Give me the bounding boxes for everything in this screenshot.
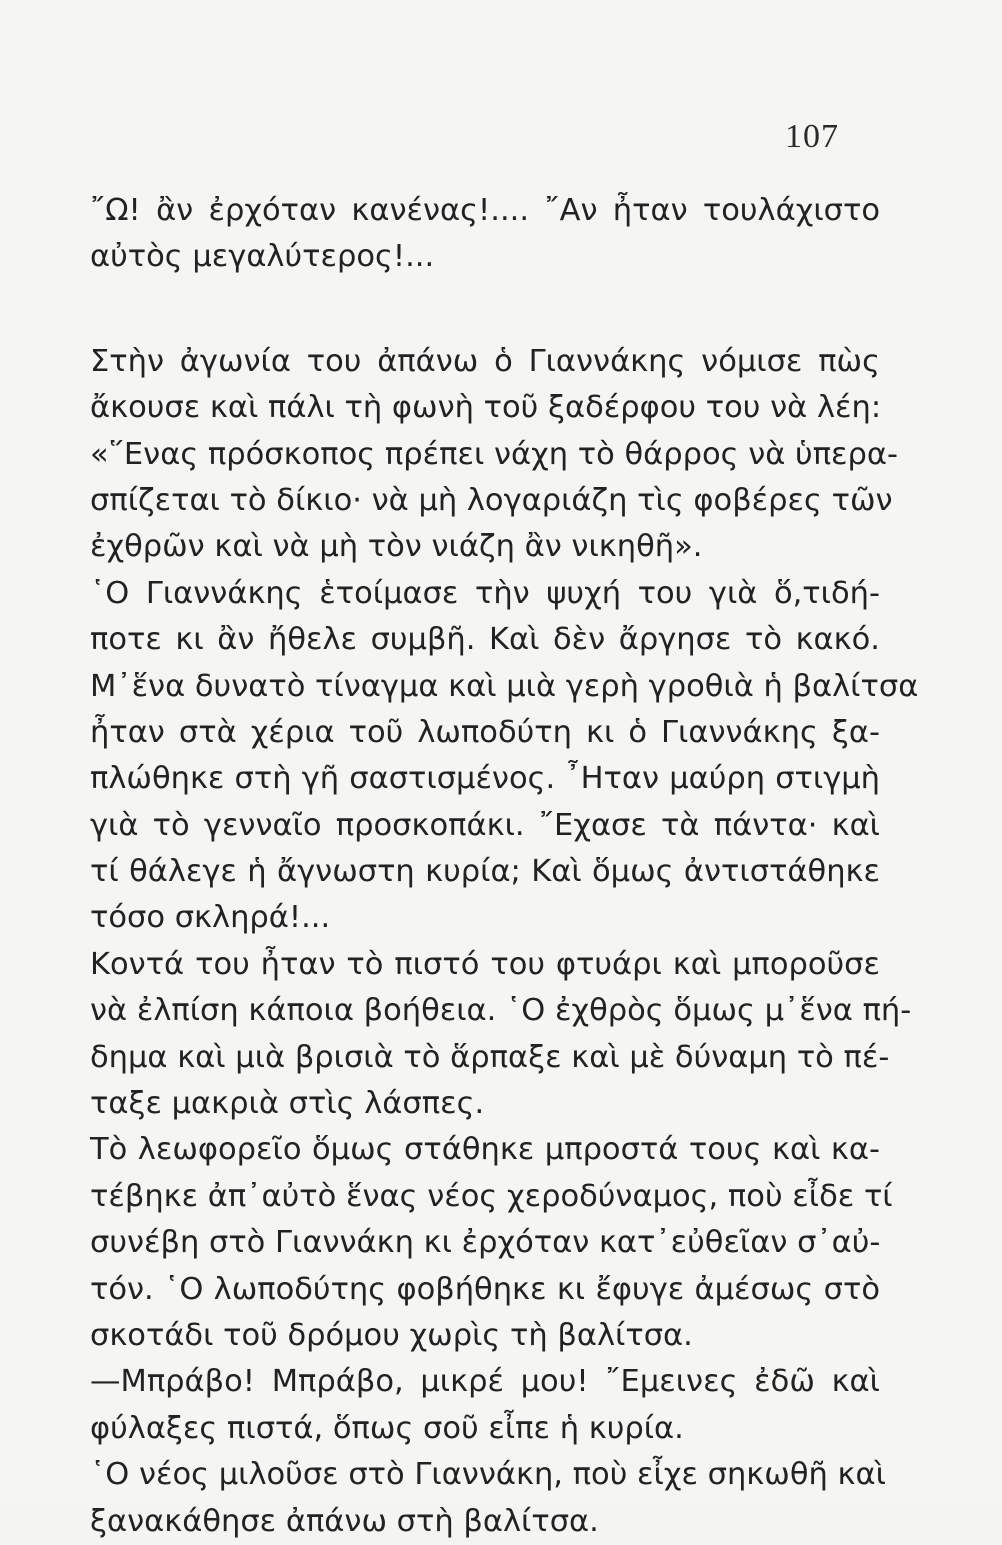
text-line: Τὸ λεωφορεῖο ὅμως στάθηκε μπροστά τους καὶ κα- <box>90 1132 880 1168</box>
text-line: αὐτὸς μεγαλύτερος!... <box>90 239 435 275</box>
text-line: πλώθηκε στὴ γῆ σαστισμένος. ῏Ηταν μαύρη στιγμὴ <box>90 761 880 797</box>
text-line: Στὴν ἀγωνία του ἀπάνω ὁ Γιαννάκης νόμισε πὼς <box>90 343 880 379</box>
text-line: σκοτάδι τοῦ δρόμου χωρὶς τὴ βαλίτσα. <box>90 1317 693 1353</box>
text-line: ῎Ω! ἂν ἐρχόταν κανένας!.... ῎Αν ἦταν τουλάχιστο <box>90 193 880 228</box>
body-text <box>90 188 919 1545</box>
text-line: τόσο σκληρά!... <box>90 900 331 936</box>
text-line: ἦταν στὰ χέρια τοῦ λωποδύτη κι ὁ Γιαννάκης ξα- <box>90 714 880 750</box>
text-line: ταξε μακριὰ στὶς λάσπες. <box>90 1086 485 1122</box>
paragraph-gap <box>90 281 880 339</box>
text-line: —Μπράβο! Μπράβο, μικρέ μου! ῎Εμεινες ἐδῶ καὶ <box>90 1364 880 1400</box>
text-line: τί θάλεγε ἡ ἄγνωστη κυρία; Καὶ ὅμως ἀντιστάθηκε <box>90 854 880 890</box>
text-line: ῾Ο νέος μιλοῦσε στὸ Γιαννάκη, ποὺ εἶχε σηκωθῆ καὶ <box>90 1457 886 1493</box>
text-line: τόν. ῾Ο λωποδύτης φοβήθηκε κι ἔφυγε ἀμέσως στὸ <box>90 1271 880 1307</box>
text-line: ῾Ο Γιαννάκης ἑτοίμασε τὴν ψυχή του γιὰ ὅ,τιδή- <box>90 575 880 611</box>
text-line: σπίζεται τὸ δίκιο· νὰ μὴ λογαριάζη τὶς φοβέρες τῶν <box>90 482 893 518</box>
text-line: ἐχθρῶν καὶ νὰ μὴ τὸν νιάζη ἂν νικηθῆ». <box>90 529 703 565</box>
text-line: ἄκουσε καὶ πάλι τὴ φωνὴ τοῦ ξαδέρφου του νὰ λέη: <box>90 390 882 426</box>
text-line: Κοντά του ἦταν τὸ πιστό του φτυάρι καὶ μποροῦσε <box>90 946 880 982</box>
text-line: ποτε κι ἂν ἤθελε συμβῆ. Καὶ δὲν ἄργησε τὸ κακό. <box>90 622 880 658</box>
text-line: συνέβη στὸ Γιαννάκη κι ἐρχόταν κατ᾿εὐθεῖαν σ᾿αὐ- <box>90 1225 881 1261</box>
text-line: νὰ ἐλπίση κάποια βοήθεια. ῾Ο ἐχθρὸς ὅμως μ᾿ἕνα πή- <box>90 993 912 1029</box>
text-line: τέβηκε ἀπ᾿αὐτὸ ἕνας νέος χεροδύναμος, ποὺ εἶδε τί <box>90 1178 893 1214</box>
text-line: ξανακάθησε ἀπάνω στὴ βαλίτσα. <box>90 1503 599 1539</box>
text-line: γιὰ τὸ γενναῖο προσκοπάκι. ῎Εχασε τὰ πάντα· καὶ <box>90 807 880 843</box>
text-line: Μ᾿ἕνα δυνατὸ τίναγμα καὶ μιὰ γερὴ γροθιὰ ἡ βαλίτσα <box>90 668 919 704</box>
text-line: φύλαξες πιστά, ὅπως σοῦ εἶπε ἡ κυρία. <box>90 1410 684 1446</box>
page-number: 107 <box>785 118 839 155</box>
text-line: «῞Ενας πρόσκοπος πρέπει νάχη τὸ θάρρος νὰ ὑπερα- <box>90 436 899 472</box>
text-line: δημα καὶ μιὰ βρισιὰ τὸ ἅρπαξε καὶ μὲ δύναμη τὸ πέ- <box>90 1039 890 1075</box>
